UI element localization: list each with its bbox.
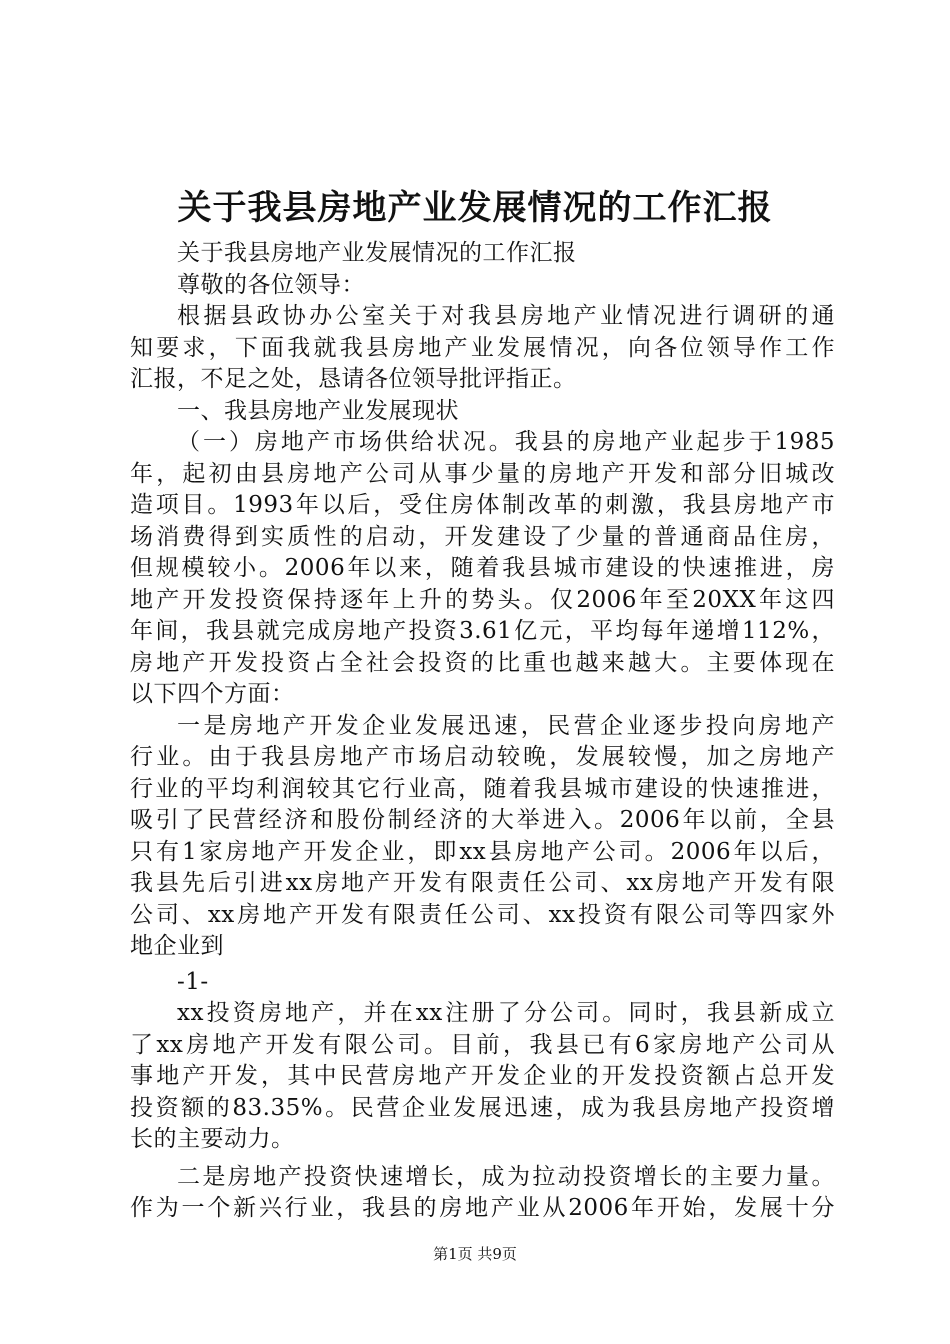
text-line: 长的主要动力。 <box>130 1126 295 1152</box>
text-line: -1- <box>177 968 209 995</box>
document-title: 关于我县房地产业发展情况的工作汇报 <box>177 188 773 228</box>
text-line: 行业的平均利润较其它行业高，随着我县城市建设的快速推进， <box>130 775 835 802</box>
text-line: 年间，我县就完成房地产投资3.61亿元，平均每年递增112%， <box>130 618 835 644</box>
text-line: 二是房地产投资快速增长，成为拉动投资增长的主要力量。 <box>177 1163 835 1190</box>
page-footer: 第1页 共9页 <box>433 1245 517 1263</box>
document-body <box>130 238 835 1225</box>
text-line: （一）房地产市场供给状况。我县的房地产业起步于1985 <box>177 429 835 455</box>
text-line: 汇报，不足之处，恳请各位领导批评指正。 <box>130 366 577 392</box>
text-line: 但规模较小。2006年以来，随着我县城市建设的快速推进，房 <box>130 555 835 581</box>
text-line: 只有1家房地产开发企业，即xx县房地产公司。2006年以后， <box>130 838 835 865</box>
text-line: 房地产开发投资占全社会投资的比重也越来越大。主要体现在 <box>130 649 835 676</box>
text-line: 一是房地产开发企业发展迅速，民营企业逐步投向房地产 <box>177 712 835 739</box>
text-line: 根据县政协办公室关于对我县房地产业情况进行调研的通 <box>177 303 835 329</box>
text-line: 投资额的83.35%。民营企业发展迅速，成为我县房地产投资增 <box>130 1094 835 1121</box>
text-line: 场消费得到实质性的启动，开发建设了少量的普通商品住房， <box>130 523 835 550</box>
text-line: 以下四个方面： <box>130 681 295 707</box>
text-line: 造项目。1993年以后，受住房体制改革的刺激，我县房地产市 <box>130 492 835 518</box>
text-line: 公司、xx房地产开发有限责任公司、xx投资有限公司等四家外 <box>130 901 835 928</box>
text-line: 吸引了民营经济和股份制经济的大举进入。2006年以前，全县 <box>130 807 835 833</box>
text-line: 地企业到 <box>130 933 224 959</box>
text-line: 知要求，下面我就我县房地产业发展情况，向各位领导作工作 <box>130 334 835 361</box>
text-line: 地产开发投资保持逐年上升的势头。仅2006年至20XX年这四 <box>130 586 835 613</box>
text-line: 关于我县房地产业发展情况的工作汇报 <box>177 240 577 266</box>
text-line: 我县先后引进xx房地产开发有限责任公司、xx房地产开发有限 <box>130 870 835 896</box>
text-line: xx投资房地产，并在xx注册了分公司。同时，我县新成立 <box>177 1000 835 1026</box>
text-line: 行业。由于我县房地产市场启动较晚，发展较慢，加之房地产 <box>130 744 835 770</box>
text-line: 作为一个新兴行业，我县的房地产业从2006年开始，发展十分 <box>130 1195 835 1221</box>
text-line: 了xx房地产开发有限公司。目前，我县已有6家房地产公司从 <box>130 1031 835 1058</box>
text-line: 事地产开发，其中民营房地产开发企业的开发投资额占总开发 <box>130 1063 835 1089</box>
text-line: 一、我县房地产业发展现状 <box>177 397 459 424</box>
text-line: 尊敬的各位领导： <box>177 271 365 298</box>
text-line: 年，起初由县房地产公司从事少量的房地产开发和部分旧城改 <box>130 460 835 487</box>
